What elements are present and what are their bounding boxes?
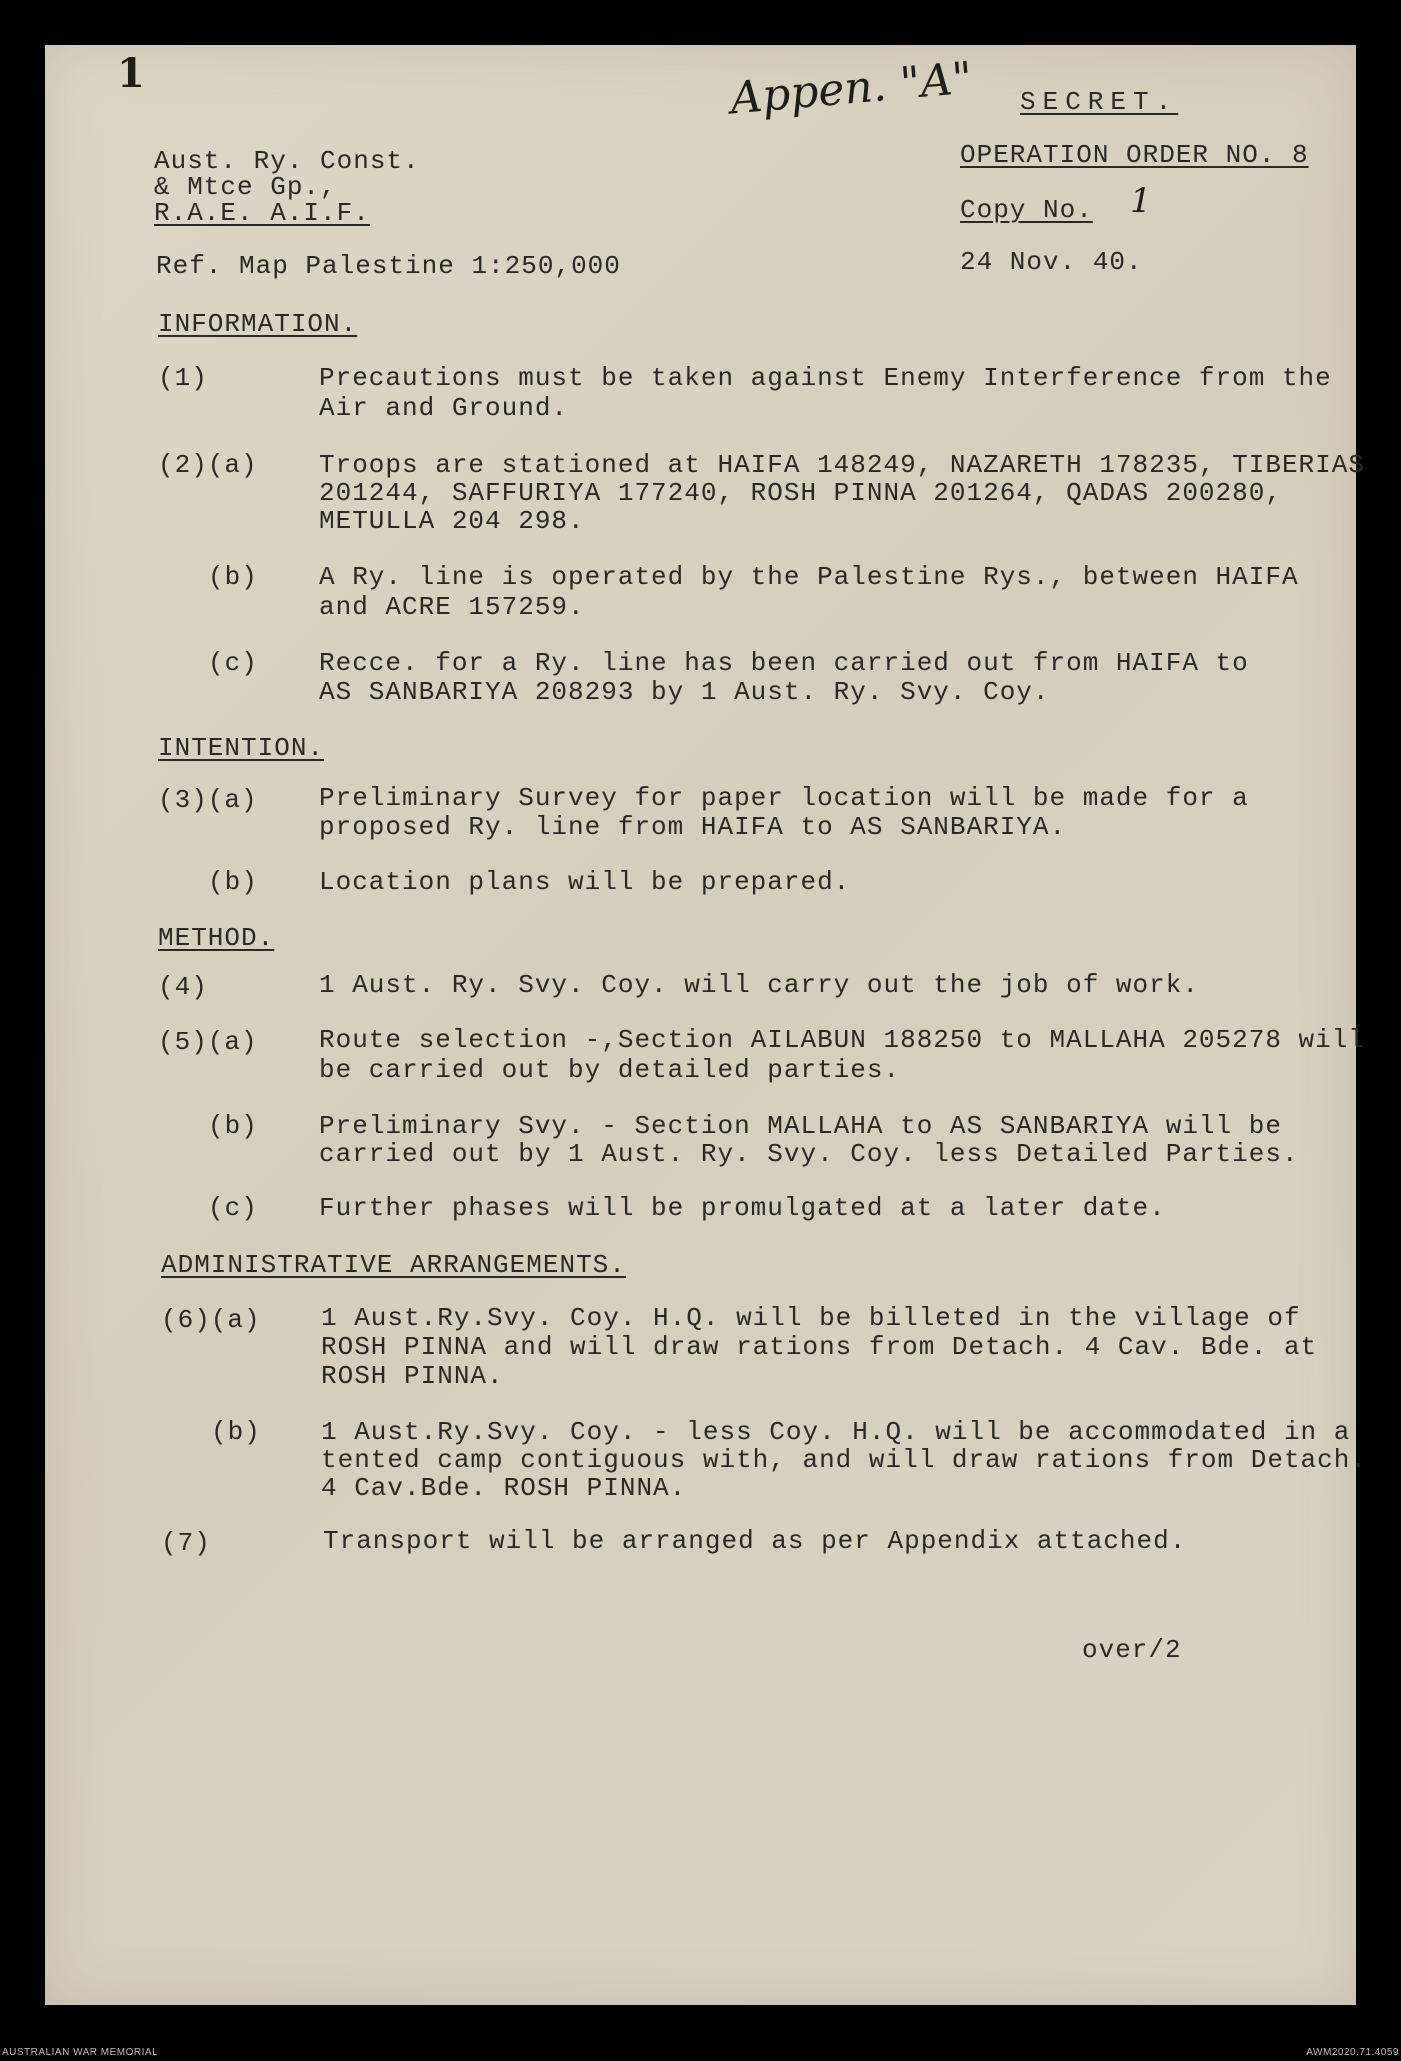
unit-line-2: & Mtce Gp., [154, 172, 337, 202]
para-line: Precautions must be taken against Enemy Interference from the [319, 363, 1332, 393]
section-heading-information: INFORMATION. [158, 309, 358, 339]
unit-line-1: Aust. Ry. Const. [154, 146, 420, 176]
para-line: 1 Aust.Ry.Svy. Coy. - less Coy. H.Q. will be accommodated in a [321, 1417, 1351, 1447]
footer-archive-name: AUSTRALIAN WAR MEMORIAL [2, 2047, 159, 2058]
reference-map: Ref. Map Palestine 1:250,000 [156, 251, 621, 281]
para-line: Preliminary Svy. - Section MALLAHA to AS SANBARIYA will be [319, 1111, 1282, 1141]
unit-line-3: R.A.E. A.I.F. [154, 198, 370, 228]
para-number: (b) [211, 1417, 261, 1447]
para-line: Route selection -,Section AILABUN 188250 to MALLAHA 205278 will [319, 1025, 1365, 1055]
section-heading-administrative-arrangements: ADMINISTRATIVE ARRANGEMENTS. [161, 1250, 626, 1280]
para-line: 1 Aust. Ry. Svy. Coy. will carry out the job of work. [319, 970, 1199, 1000]
para-line: Air and Ground. [319, 393, 569, 423]
para-number: (5)(a) [158, 1027, 258, 1057]
para-line: Further phases will be promulgated at a later date. [319, 1193, 1166, 1223]
para-line: 1 Aust.Ry.Svy. Coy. H.Q. will be billeted in the village of [321, 1303, 1301, 1333]
para-number: (c) [208, 1193, 258, 1223]
para-line: Transport will be arranged as per Appendix attached. [323, 1526, 1187, 1556]
para-line: Troops are stationed at HAIFA 148249, NAZARETH 178235, TIBERIAS [319, 450, 1365, 480]
para-number: (c) [208, 648, 258, 678]
para-line: ROSH PINNA and will draw rations from Detach. 4 Cav. Bde. at [321, 1332, 1318, 1362]
para-line: ROSH PINNA. [321, 1361, 504, 1391]
para-line: 201244, SAFFURIYA 177240, ROSH PINNA 201264, QADAS 200280, [319, 478, 1282, 508]
para-number: (4) [158, 972, 208, 1002]
section-heading-intention: INTENTION. [158, 733, 325, 763]
para-number: (1) [158, 363, 208, 393]
para-line: proposed Ry. line from HAIFA to AS SANBARIYA. [319, 812, 1067, 842]
document-page [45, 45, 1367, 2005]
order-date: 24 Nov. 40. [960, 247, 1143, 277]
para-line: tented camp contiguous with, and will draw rations from Detach. [321, 1445, 1367, 1475]
para-number: (7) [161, 1528, 211, 1558]
para-line: carried out by 1 Aust. Ry. Svy. Coy. less Detailed Parties. [319, 1139, 1299, 1169]
para-number: (6)(a) [161, 1305, 261, 1335]
para-number: (3)(a) [158, 785, 258, 815]
handwritten-copy-number: 1 [1130, 181, 1152, 221]
section-heading-method: METHOD. [158, 923, 275, 953]
para-line: Location plans will be prepared. [319, 867, 851, 897]
para-line: METULLA 204 298. [319, 506, 585, 536]
para-line: Recce. for a Ry. line has been carried out from HAIFA to [319, 648, 1249, 678]
handwritten-appendix-annotation: Appen. "A" [728, 52, 975, 125]
para-line: AS SANBARIYA 208293 by 1 Aust. Ry. Svy. Coy. [319, 677, 1050, 707]
secret-classification: SECRET. [1020, 87, 1179, 117]
para-line: and ACRE 157259. [319, 592, 585, 622]
para-line: Preliminary Survey for paper location will be made for a [319, 783, 1249, 813]
para-line: 4 Cav.Bde. ROSH PINNA. [321, 1473, 687, 1503]
handwritten-top-mark: 1 [117, 50, 145, 97]
continuation-note: over/2 [1082, 1635, 1182, 1665]
para-number: (2)(a) [158, 450, 258, 480]
para-line: A Ry. line is operated by the Palestine Rys., between HAIFA [319, 562, 1299, 592]
copy-number-label: Copy No. [960, 195, 1093, 225]
para-number: (b) [208, 1111, 258, 1141]
para-number: (b) [208, 562, 258, 592]
para-line: be carried out by detailed parties. [319, 1055, 901, 1085]
operation-order-number: OPERATION ORDER NO. 8 [960, 140, 1309, 170]
footer-accession-number: AWM2020.71.4059 [1306, 2047, 1399, 2058]
para-number: (b) [208, 867, 258, 897]
